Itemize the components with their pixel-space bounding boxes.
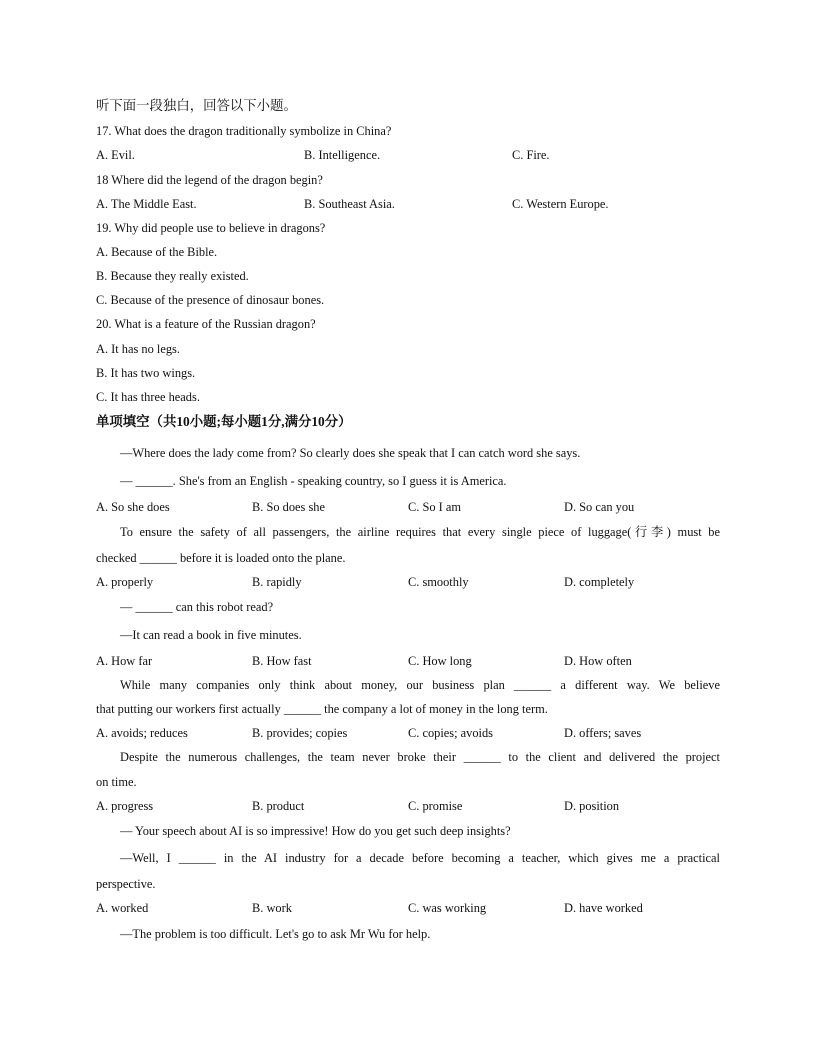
- item-4-line-1: While many companies only think about money, our business plan ______ a different way. We believe: [120, 678, 720, 692]
- section-title: 单项填空（共10小题;每小题1分,满分10分）: [96, 414, 352, 429]
- option-18-c: C. Western Europe.: [512, 197, 609, 211]
- item-4-option-d: D. offers; saves: [564, 726, 642, 740]
- item-4-option-a: A. avoids; reduces: [96, 726, 188, 740]
- item-1-option-c: C. So I am: [408, 500, 462, 514]
- item-2-option-a: A. properly: [96, 575, 154, 589]
- item-5-option-d: D. position: [564, 799, 620, 813]
- question-19: 19. Why did people use to believe in dragons?: [96, 221, 326, 235]
- option-19-c: C. Because of the presence of dinosaur bones.: [96, 293, 325, 307]
- item-2-option-c: C. smoothly: [408, 575, 469, 589]
- item-5-option-a: A. progress: [96, 799, 154, 813]
- item-2-option-d: D. completely: [564, 575, 635, 589]
- option-19-a: A. Because of the Bible.: [96, 245, 218, 259]
- item-7-line-1: —The problem is too difficult. Let's go to ask Mr Wu for help.: [120, 927, 431, 941]
- item-2-line-1: To ensure the safety of all passengers, the airline requires that every single piece of luggage(行李) must be: [120, 525, 720, 539]
- item-3-option-a: A. How far: [96, 654, 153, 668]
- item-6-line-2: —Well, I ______ in the AI industry for a decade before becoming a teacher, which gives me a practical: [120, 851, 720, 865]
- option-17-b: B. Intelligence.: [304, 148, 381, 162]
- item-2-option-b: B. rapidly: [252, 575, 302, 589]
- option-17-a: A. Evil.: [96, 148, 135, 162]
- item-3-option-c: C. How long: [408, 654, 472, 668]
- item-5-line-1: Despite the numerous challenges, the team never broke their ______ to the client and delivered the project: [120, 750, 720, 764]
- item-2-line-2: checked ______ before it is loaded onto the plane.: [96, 551, 346, 565]
- item-3-option-d: D. How often: [564, 654, 632, 668]
- option-19-b: B. Because they really existed.: [96, 269, 249, 283]
- item-4-option-c: C. copies; avoids: [408, 726, 494, 740]
- item-6-option-b: B. work: [252, 901, 292, 915]
- item-5-option-b: B. product: [252, 799, 305, 813]
- option-17-c: C. Fire.: [512, 148, 550, 162]
- item-1-line-1: —Where does the lady come from? So clearly does she speak that I can catch word she says.: [120, 446, 581, 460]
- option-20-a: A. It has no legs.: [96, 342, 180, 356]
- option-20-c: C. It has three heads.: [96, 390, 200, 404]
- item-1-option-a: A. So she does: [96, 500, 170, 514]
- option-18-b: B. Southeast Asia.: [304, 197, 395, 211]
- item-4-option-b: B. provides; copies: [252, 726, 348, 740]
- item-3-line-2: —It can read a book in five minutes.: [120, 628, 302, 642]
- item-6-option-c: C. was working: [408, 901, 487, 915]
- item-1-option-d: D. So can you: [564, 500, 635, 514]
- item-4-line-2: that putting our workers first actually ______ the company a lot of money in the long term.: [96, 702, 548, 716]
- item-3-option-b: B. How fast: [252, 654, 312, 668]
- question-20: 20. What is a feature of the Russian dragon?: [96, 317, 316, 331]
- question-18: 18 Where did the legend of the dragon begin?: [96, 173, 323, 187]
- item-1-line-2: — ______. She's from an English - speaking country, so I guess it is America.: [120, 474, 507, 488]
- question-17: 17. What does the dragon traditionally symbolize in China?: [96, 124, 392, 138]
- item-5-line-2: on time.: [96, 775, 137, 789]
- item-6-line-1: — Your speech about AI is so impressive! How do you get such deep insights?: [120, 824, 511, 838]
- item-5-option-c: C. promise: [408, 799, 463, 813]
- option-18-a: A. The Middle East.: [96, 197, 197, 211]
- item-3-line-1: — ______ can this robot read?: [120, 600, 274, 614]
- listening-intro: 听下面一段独白，回答以下小题。: [96, 98, 297, 113]
- item-6-option-d: D. have worked: [564, 901, 643, 915]
- item-6-line-3: perspective.: [96, 877, 156, 891]
- option-20-b: B. It has two wings.: [96, 366, 196, 380]
- item-6-option-a: A. worked: [96, 901, 149, 915]
- item-1-option-b: B. So does she: [252, 500, 325, 514]
